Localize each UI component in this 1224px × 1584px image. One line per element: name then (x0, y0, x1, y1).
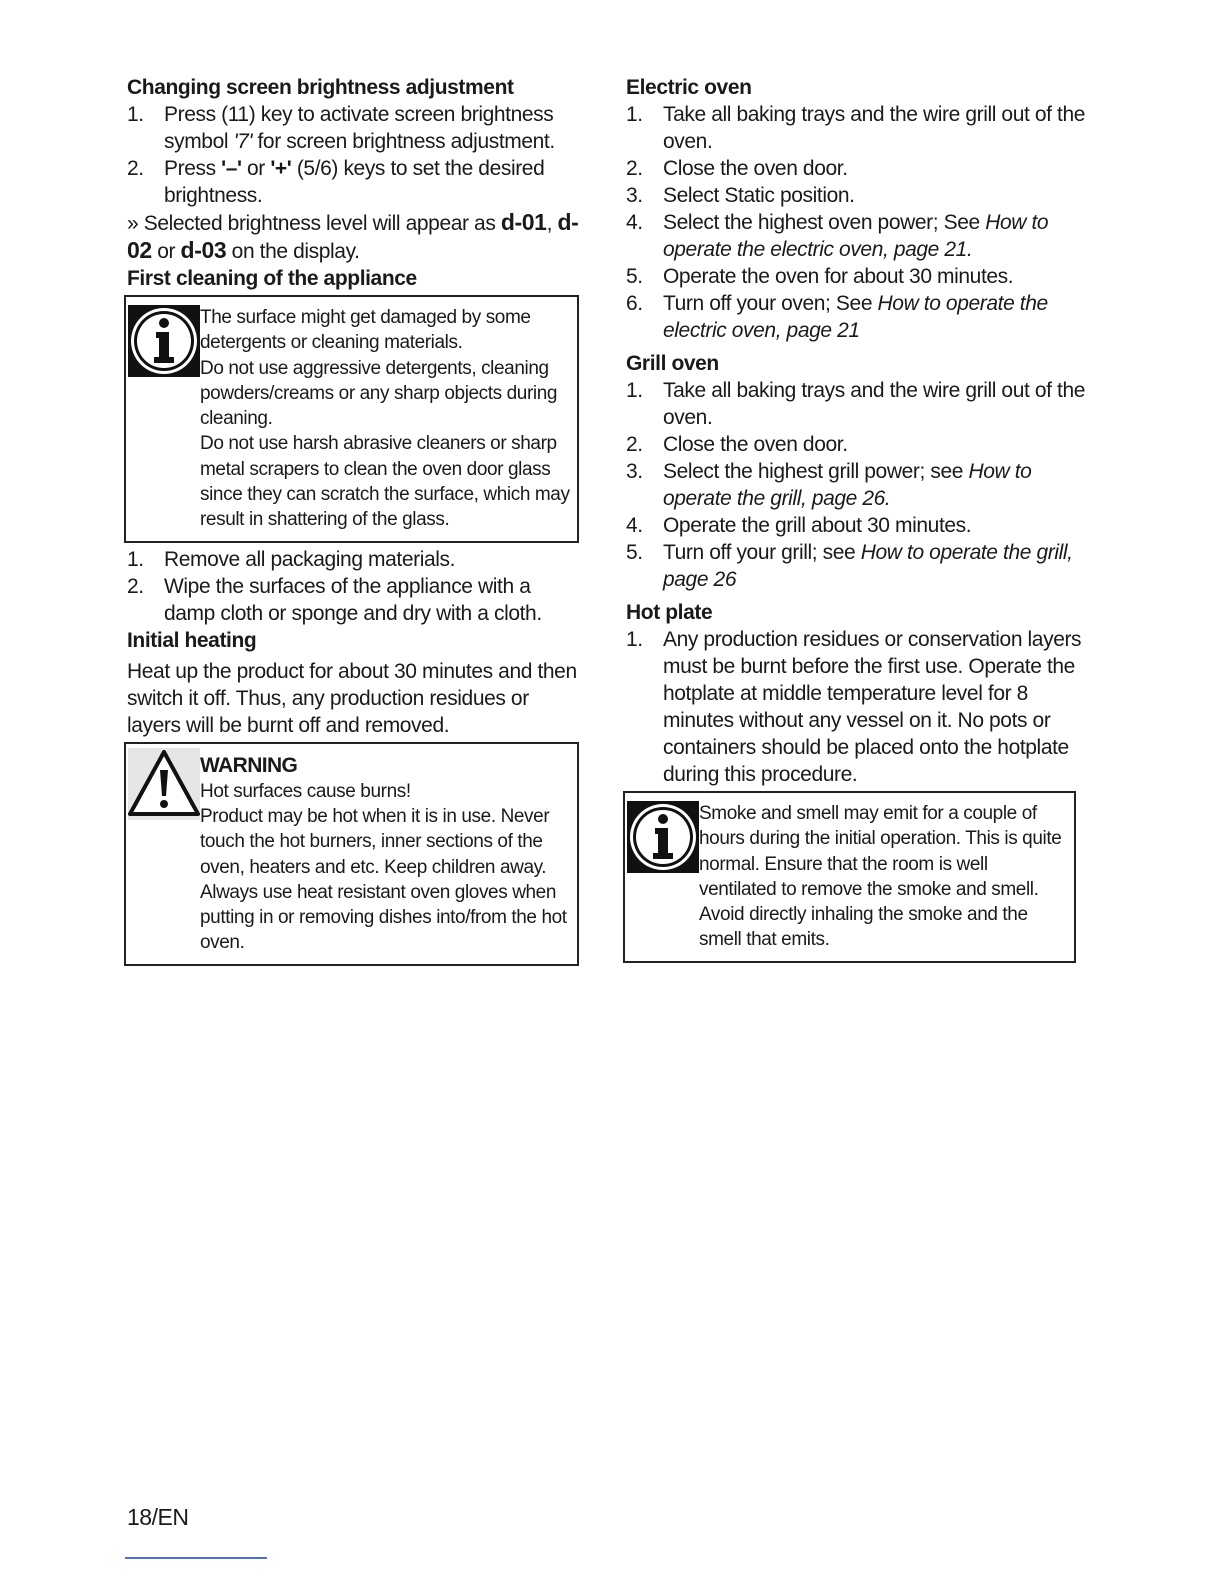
list-item (626, 290, 1086, 344)
step-number: 3. (626, 460, 643, 483)
list-item (127, 573, 579, 627)
step-text: Operate the oven for about 30 minutes. (663, 265, 1014, 288)
display-code: d-03 (180, 237, 227, 263)
list-item (626, 101, 1086, 155)
step-text: Turn off your oven; See (663, 292, 878, 315)
step-text: Remove all packaging materials. (164, 547, 456, 571)
step-text: Press (164, 157, 222, 180)
brightness-symbol: '7' (233, 130, 253, 153)
list-item (626, 539, 1086, 593)
hot-plate-steps (626, 626, 1086, 788)
step-text: (5/6) keys to set the desired brightness. (164, 157, 545, 207)
step-text: Take all baking trays and the wire grill out of the oven. (663, 379, 1086, 429)
list-item (127, 546, 579, 573)
brightness-steps (127, 101, 579, 209)
step-text: for screen brightness adjustment. (252, 130, 555, 153)
list-item (626, 626, 1086, 788)
footer-divider (125, 1557, 267, 1559)
step-text: Any production residues or conservation layers must be burnt before the first use. Operate the hotplate at middle temperature level for 8 minutes without any vessel on it. No pots or containers should be placed onto the hotplate during this procedure. (663, 628, 1082, 786)
minus-key: '–' (221, 157, 242, 180)
list-item (127, 155, 579, 209)
step-text: Wipe the surfaces of the appliance with a damp cloth or sponge and dry with a cloth. (164, 574, 542, 625)
list-item (626, 377, 1086, 431)
step-number: 2. (626, 433, 643, 456)
initial-heating-heading: Initial heating (127, 628, 257, 652)
warning-box (124, 742, 579, 966)
info-line: Smoke and smell may emit for a couple of hours during the initial operation. This is quite normal. Ensure that the room is well ventilated to remove the smoke and smell. Avoid directly inhaling the smoke and the smell that emits. (699, 803, 1062, 951)
right-column (626, 74, 1086, 966)
list-item (626, 263, 1086, 290)
step-number: 4. (626, 514, 643, 537)
info-icon (128, 305, 200, 377)
plus-key: '+' (270, 157, 292, 180)
step-number: 2. (626, 157, 643, 180)
step-text: Select Static position. (663, 184, 855, 207)
step-text: Close the oven door. (663, 157, 848, 180)
note-text: » Selected brightness level will appear as (127, 212, 501, 235)
step-text: Turn off your grill; see (663, 541, 861, 564)
page-reference: How to operate the electric oven, page 21 (663, 292, 1048, 342)
info-line: Do not use harsh abrasive cleaners or sharp metal scrapers to clean the oven door glass since they can scratch the surface, which may result in shattering of the glass. (200, 433, 570, 531)
hot-plate-heading: Hot plate (626, 601, 713, 624)
info-box-hot-plate (623, 791, 1076, 963)
cleaning-steps (127, 546, 579, 627)
list-item (626, 155, 1086, 182)
info-line: The surface might get damaged by some detergents or cleaning materials. (200, 307, 531, 354)
step-number: 5. (626, 541, 643, 564)
brightness-heading: Changing screen brightness adjustment (127, 76, 514, 99)
grill-oven-steps (626, 377, 1086, 593)
step-text: Select the highest grill power; see (663, 460, 969, 483)
list-item (626, 209, 1086, 263)
warning-triangle-icon (128, 748, 200, 820)
step-number: 5. (626, 265, 643, 288)
step-text: Close the oven door. (663, 433, 848, 456)
page-number: 18/EN (127, 1504, 189, 1530)
step-number: 3. (626, 184, 643, 207)
step-number: 1. (127, 547, 144, 571)
list-item (626, 512, 1086, 539)
step-number: 1. (626, 628, 643, 651)
left-column (127, 74, 579, 969)
step-text: Take all baking trays and the wire grill out of the oven. (663, 103, 1086, 153)
step-number: 1. (626, 379, 643, 402)
first-cleaning-heading: First cleaning of the appliance (127, 267, 417, 290)
initial-heating-text: Heat up the product for about 30 minutes and then switch it off. Thus, any production residues or layers will be burnt off and removed. (127, 659, 577, 737)
electric-oven-steps (626, 101, 1086, 344)
electric-oven-heading: Electric oven (626, 76, 752, 99)
step-text: or (241, 157, 271, 180)
step-number: 6. (626, 292, 643, 315)
warning-line: Hot surfaces cause burns! (200, 780, 411, 802)
note-text: on the display. (226, 240, 360, 263)
warning-line: Product may be hot when it is in use. Never touch the hot burners, inner sections of the oven, heaters and etc. Keep children away. Always use heat resistant oven gloves when putting in or removing dishes into/from the hot oven. (200, 805, 567, 954)
grill-oven-heading: Grill oven (626, 352, 719, 375)
note-text: or (151, 240, 181, 263)
display-code: d-02 (127, 209, 579, 263)
display-code: d-01 (500, 209, 547, 235)
list-item (626, 431, 1086, 458)
list-item (127, 101, 579, 155)
step-text: Select the highest oven power; See (663, 211, 986, 234)
info-icon (627, 801, 699, 873)
list-item (626, 458, 1086, 512)
brightness-note (127, 209, 579, 265)
step-number: 2. (127, 157, 144, 180)
step-text: Operate the grill about 30 minutes. (663, 514, 972, 537)
list-item (626, 182, 1086, 209)
page-reference: How to operate the grill, page 26. (663, 460, 1032, 510)
info-line: Do not use aggressive detergents, cleaning powders/creams or any sharp objects during cleaning. (200, 357, 558, 430)
page-reference: How to operate the electric oven, page 21. (663, 211, 1049, 261)
step-number: 2. (127, 574, 144, 598)
step-number: 1. (127, 103, 144, 126)
info-box-cleaning (124, 295, 579, 543)
note-text: , (546, 212, 558, 235)
step-text: Press (11) key to activate screen brightness symbol (164, 103, 554, 153)
page-reference: How to operate the grill, page 26 (663, 541, 1073, 591)
warning-title: WARNING (200, 753, 298, 777)
step-number: 1. (626, 103, 643, 126)
step-number: 4. (626, 211, 643, 234)
